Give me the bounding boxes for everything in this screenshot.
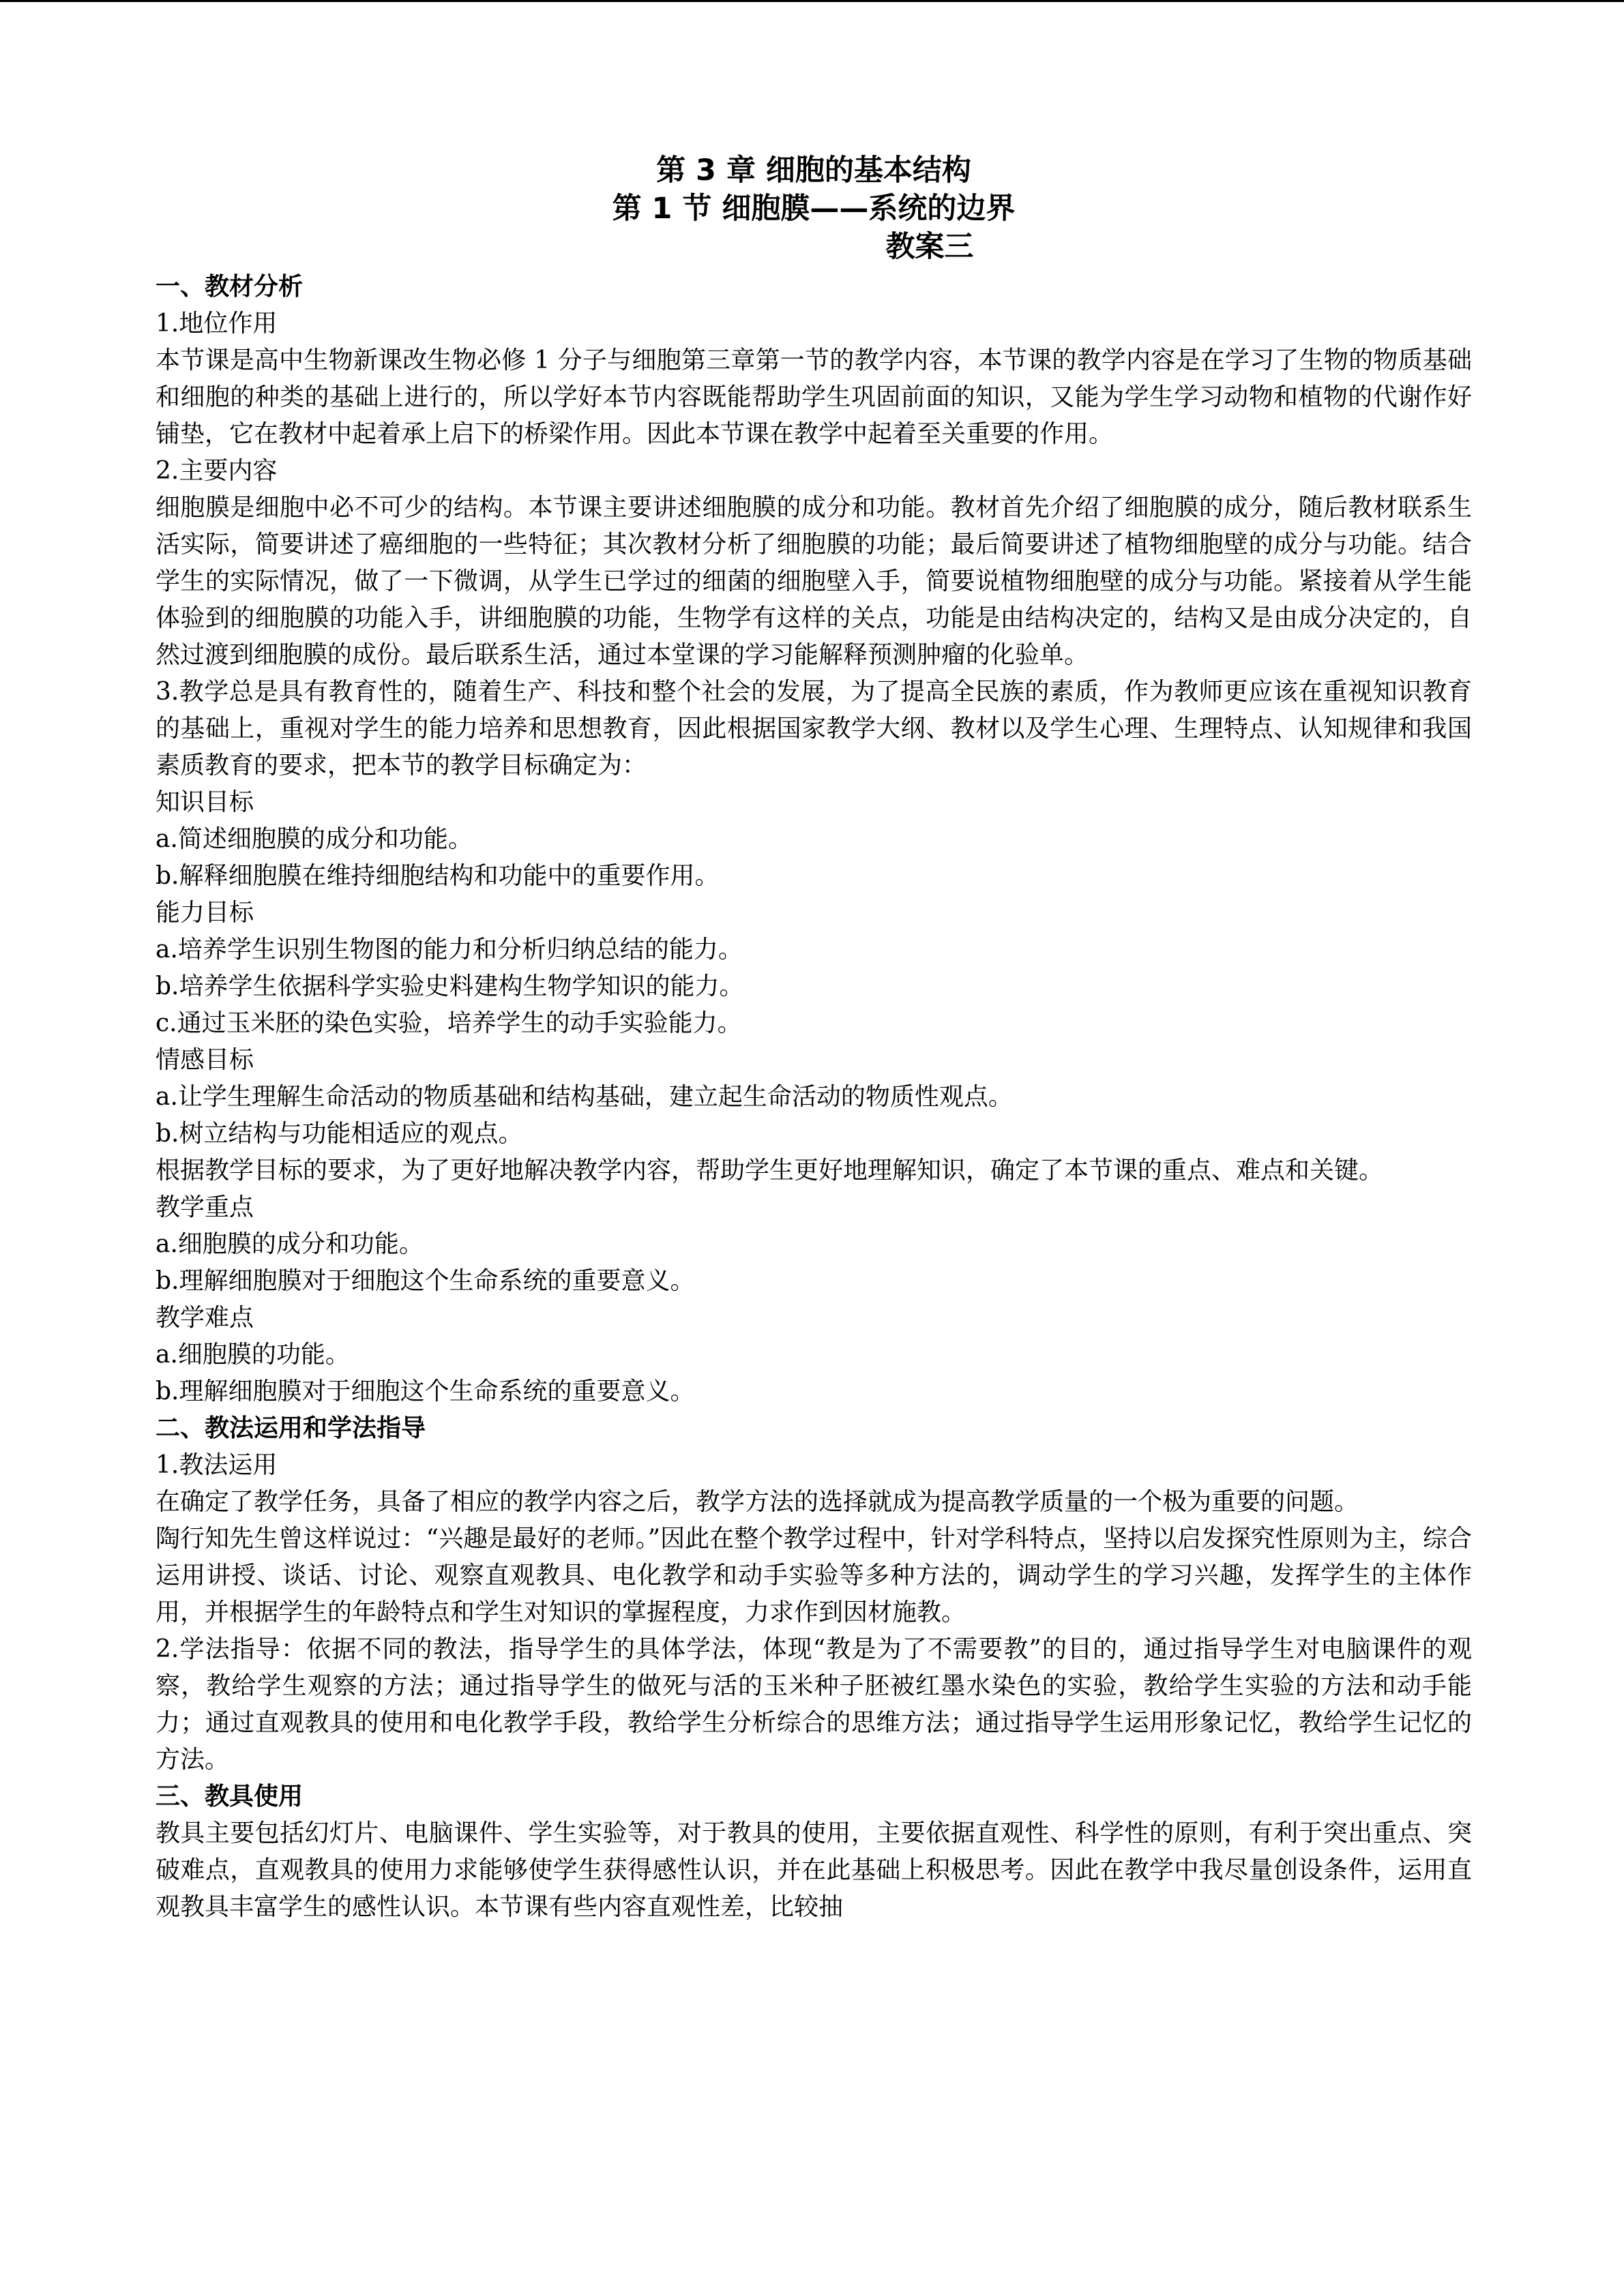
key-point-label: 教学重点: [156, 1193, 254, 1221]
difficult-point-label: 教学难点: [156, 1304, 254, 1332]
content-paragraph: 细胞膜是细胞中必不可少的结构。本节课主要讲述细胞膜的成分和功能。教材首先介绍了细胞膜的成分，随后教材联系生活实际，简要讲述了癌细胞的一些特征；其次教材分析了细胞膜的功能；最后简要讲述了植物细胞壁的成分与功能。结合学生的实际情况，做了一下微调，从学生已学过的细菌的细胞壁入手，简要说植物细胞壁的成分与功能。紧接着从学生能体验到的细胞膜的功能入手，讲细胞膜的功能，生物学有这样的关点，功能是由结构决定的，结构又是由成分决定的，自然过渡到细胞膜的成份。最后联系生活，通过本堂课的学习能解释预测肿瘤的化验单。: [156, 494, 1472, 669]
document-body: [156, 151, 1472, 1926]
study-guide-paragraph: 2.学法指导：依据不同的教法，指导学生的具体学法，体现“教是为了不需要教”的目的，通过指导学生对电脑课件的观察，教给学生观察的方法；通过指导学生的做死与活的玉米种子胚被红墨水染色的实验，教给学生实验的方法和动手能力；通过直观教具的使用和电化教学手段，教给学生分析综合的思维方法；通过指导学生运用形象记忆，教给学生记忆的方法。: [156, 1635, 1472, 1774]
position-label: 1.地位作用: [156, 310, 278, 338]
title-block: [156, 151, 1472, 266]
ability-goal-label: 能力目标: [156, 899, 254, 927]
emotion-goal-a: a.让学生理解生命活动的物质基础和结构基础，建立起生命活动的物质性观点。: [156, 1083, 1013, 1111]
heading-textbook-analysis: 一、教材分析: [156, 273, 304, 301]
section-title: 第 1 节 细胞膜——系统的边界: [612, 192, 1016, 226]
focus-intro-paragraph: 根据教学目标的要求，为了更好地解决教学内容，帮助学生更好地理解知识，确定了本节课的重点、难点和关键。: [156, 1157, 1384, 1184]
goals-paragraph: 3.教学总是具有教育性的，随着生产、科技和整个社会的发展，为了提高全民族的素质，作为教师更应该在重视知识教育的基础上，重视对学生的能力培养和思想教育，因此根据国家教学大纲、教材以及学生心理、生理特点、认知规律和我国素质教育的要求，把本节的教学目标确定为：: [156, 678, 1472, 779]
content-label: 2.主要内容: [156, 457, 278, 485]
plan-title: 教案三: [885, 230, 974, 264]
tools-paragraph: 教具主要包括幻灯片、电脑课件、学生实验等，对于教具的使用，主要依据直观性、科学性的原则，有利于突出重点、突破难点，直观教具的使用力求能够使学生获得感性认识，并在此基础上积极思考。因此在教学中我尽量创设条件，运用直观教具丰富学生的感性认识。本节课有些内容直观性差，比较抽: [156, 1819, 1472, 1921]
method-paragraph: 在确定了教学任务，具备了相应的教学内容之后，教学方法的选择就成为提高教学质量的一个极为重要的问题。: [156, 1488, 1359, 1516]
key-point-b: b.理解细胞膜对于细胞这个生命系统的重要意义。: [156, 1267, 695, 1295]
page-top-border: [0, 0, 1624, 2]
emotion-goal-b: b.树立结构与功能相适应的观点。: [156, 1120, 523, 1148]
ability-goal-c: c.通过玉米胚的染色实验，培养学生的动手实验能力。: [156, 1009, 742, 1037]
chapter-title: 第 3 章 细胞的基本结构: [656, 153, 971, 188]
heading-teaching-methods: 二、教法运用和学法指导: [156, 1414, 426, 1442]
knowledge-goal-b: b.解释细胞膜在维持细胞结构和功能中的重要作用。: [156, 862, 720, 890]
ability-goal-b: b.培养学生依据科学实验史料建构生物学知识的能力。: [156, 972, 744, 1000]
difficult-point-b: b.理解细胞膜对于细胞这个生命系统的重要意义。: [156, 1377, 695, 1405]
key-point-a: a.细胞膜的成分和功能。: [156, 1230, 424, 1258]
emotion-goal-label: 情感目标: [156, 1046, 254, 1074]
knowledge-goal-a: a.简述细胞膜的成分和功能。: [156, 825, 473, 853]
method-label: 1.教法运用: [156, 1451, 278, 1479]
heading-teaching-tools: 三、教具使用: [156, 1783, 304, 1810]
position-paragraph: 本节课是高中生物新课改生物必修 1 分子与细胞第三章第一节的教学内容，本节课的教学内容是在学习了生物的物质基础和细胞的种类的基础上进行的，所以学好本节内容既能帮助学生巩固前面的知识，又能为学生学习动物和植物的代谢作好铺垫，它在教材中起着承上启下的桥梁作用。因此本节课在教学中起着至关重要的作用。: [156, 346, 1472, 448]
knowledge-goal-label: 知识目标: [156, 788, 254, 816]
ability-goal-a: a.培养学生识别生物图的能力和分析归纳总结的能力。: [156, 936, 743, 964]
difficult-point-a: a.细胞膜的功能。: [156, 1341, 350, 1369]
tao-quote-paragraph: 陶行知先生曾这样说过：“兴趣是最好的老师。”因此在整个教学过程中，针对学科特点，坚持以启发探究性原则为主，综合运用讲授、谈话、讨论、观察直观教具、电化教学和动手实验等多种方法的，调动学生的学习兴趣，发挥学生的主体作用，并根据学生的年龄特点和学生对知识的掌握程度，力求作到因材施教。: [156, 1525, 1472, 1626]
